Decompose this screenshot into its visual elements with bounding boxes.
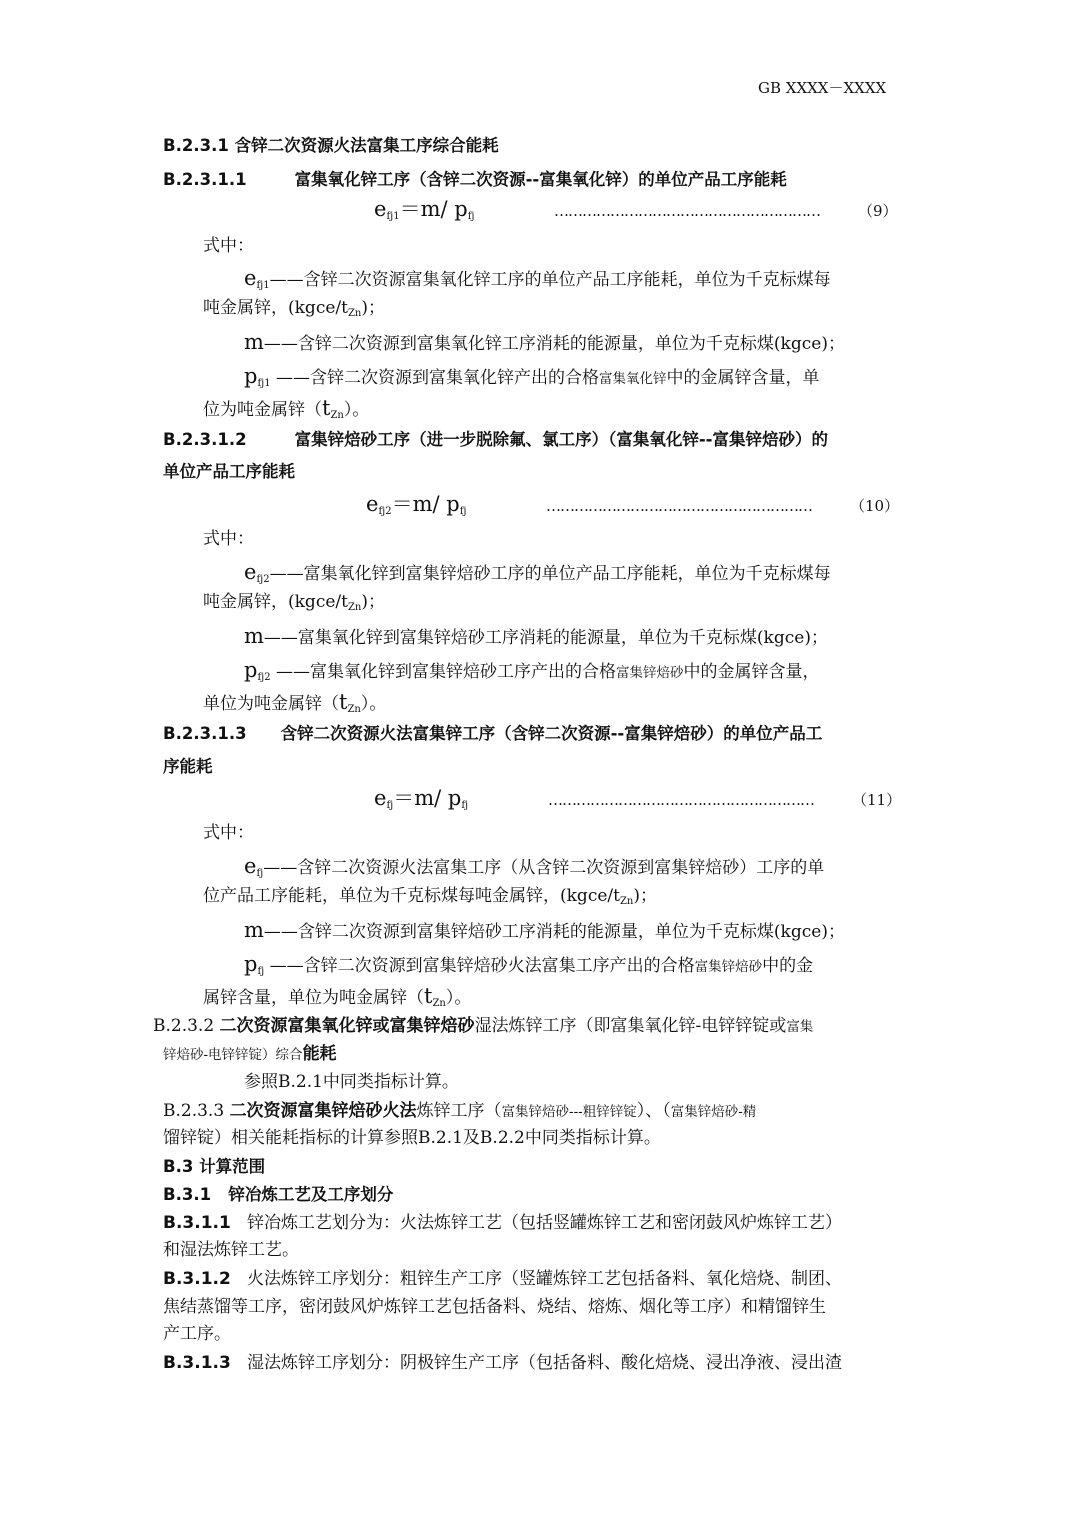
section-number: B.3.1.1 (163, 1213, 231, 1233)
definition-m: m——含锌二次资源到富集锌焙砂工序消耗的能源量，单位为千克标煤(kgce)； (244, 918, 845, 942)
formula-10: $e_{fj2}=m/$ $p_{fj}$ (366, 492, 467, 517)
formula-number: （11） (852, 791, 902, 809)
section-number: B.3.1.3 (163, 1353, 231, 1373)
where-label: 式中： (203, 236, 254, 256)
reference-text: 参照B.2.1中同类指标计算。 (244, 1072, 459, 1092)
section-number: B.3.1 (163, 1185, 212, 1204)
section-b312-line2: 焦结蒸馏等工序，密闭鼓风炉炼锌工艺包括备料、烧结、熔炼、烟化等工序）和精馏锌生 (163, 1297, 826, 1317)
section-heading-b2311 (163, 170, 787, 190)
section-heading-b31 (163, 1185, 393, 1205)
section-heading-b231 (163, 136, 499, 156)
section-title: 计算范围 (199, 1157, 266, 1176)
section-number: B.2.3.1.3 (163, 724, 247, 743)
definition-m: m——富集氧化锌到富集锌焙砂工序消耗的能源量，单位为千克标煤(kgce)； (244, 624, 828, 648)
definition-p-line1: $p_{fj}$ ——含锌二次资源到富集锌焙砂火法富集工序产出的合格富集锌焙砂中的金 (244, 952, 814, 977)
formula-dots: ………………………………………………… (546, 497, 812, 515)
section-title: 含锌二次资源火法富集锌工序（含锌二次资源--富集锌焙砂）的单位产品工 (280, 724, 823, 743)
section-number: B.3 (163, 1157, 194, 1176)
formula-number: （10） (850, 497, 900, 515)
definition-p-line2: 单位为吨金属锌$(t_{Zn})$。 (203, 690, 387, 715)
section-number: B.2.3.1.1 (163, 170, 247, 189)
formula-dots: ………………………………………………… (554, 202, 820, 220)
section-title: 富集锌焙砂工序（进一步脱除氟、氯工序）（富集氧化锌--富集锌焙砂）的 (294, 430, 829, 449)
where-label: 式中： (203, 529, 254, 549)
formula-number: （9） (858, 202, 898, 220)
section-heading-b2313 (163, 724, 822, 744)
definition-e-line1: $e_{fj2}——$富集氧化锌到富集锌焙砂工序的单位产品工序能耗，单位为千克标煤每 (244, 560, 831, 585)
section-heading-b2312 (163, 430, 828, 450)
section-b313-line1: B.3.1.3 湿法炼锌工序划分：阴极锌生产工序（包括备料、酸化焙烧、浸出净液、浸出渣 (163, 1353, 843, 1373)
definition-m: m——含锌二次资源到富集氧化锌工序消耗的能源量，单位为千克标煤(kgce)； (244, 330, 845, 354)
section-number: B.2.3.3 (163, 1101, 225, 1121)
formula-dots: ………………………………………………… (548, 791, 814, 809)
section-heading-b3 (163, 1157, 265, 1177)
section-heading-b232-cont: 锌焙砂-电锌锌锭）综合能耗 (163, 1044, 337, 1064)
definition-e-line1: $e_{fj}——$含锌二次资源火法富集工序（从含锌二次资源到富集锌焙砂）工序的单 (244, 854, 825, 879)
definition-e-line2: 吨金属锌，$(kgce/t_{Zn})$； (203, 298, 385, 319)
section-title-cont: 序能耗 (163, 757, 213, 776)
definition-e-line2: 吨金属锌，$(kgce/t_{Zn})$； (203, 592, 385, 613)
section-number: B.2.3.1 (163, 136, 229, 155)
definition-e-line2: 位产品工序能耗，单位为千克标煤每吨金属锌，$(kgce/t_{Zn})$； (203, 886, 657, 907)
section-title: 富集氧化锌工序（含锌二次资源--富集氧化锌）的单位产品工序能耗 (294, 170, 787, 189)
standard-code: GB XXXX－XXXX (758, 79, 887, 97)
section-b312-line3: 产工序。 (163, 1324, 231, 1344)
section-b311-line2: 和湿法炼锌工艺。 (163, 1240, 299, 1260)
section-b312-line1: B.3.1.2 火法炼锌工序划分：粗锌生产工序（竖罐炼锌工艺包括备料、氧化焙烧、制团、 (163, 1269, 843, 1289)
formula-11: $e_{fj}=m/$ $p_{fj}$ (374, 786, 469, 811)
section-b233-cont: 馏锌锭）相关能耗指标的计算参照B.2.1及B.2.2中同类指标计算。 (163, 1128, 661, 1148)
formula-9: $e_{fj1}=m/$ $p_{fj}$ (374, 197, 475, 222)
section-title-cont: 单位产品工序能耗 (163, 462, 295, 481)
section-b311-line1: B.3.1.1 锌冶炼工艺划分为：火法炼锌工艺（包括竖罐炼锌工艺和密闭鼓风炉炼锌工艺） (163, 1213, 843, 1233)
section-heading-b232: B.2.3.2 二次资源富集氧化锌或富集锌焙砂湿法炼锌工序（即富集氧化锌-电锌锌锭或富集 (153, 1016, 814, 1036)
definition-p-line2: 属锌含量，单位为吨金属锌$(t_{Zn})$。 (203, 984, 472, 1009)
definition-p-line1: $p_{fj1}$ ——含锌二次资源到富集氧化锌产出的合格富集氧化锌中的金属锌含量，单 (244, 364, 820, 389)
section-number: B.2.3.1.2 (163, 430, 247, 449)
definition-e-line1: $e_{fj1}——$含锌二次资源富集氧化锌工序的单位产品工序能耗，单位为千克标煤每 (244, 266, 831, 291)
definition-p-line1: $p_{fj2}$ ——富集氧化锌到富集锌焙砂工序产出的合格富集锌焙砂中的金属锌含量， (244, 658, 820, 683)
section-number: B.3.1.2 (163, 1269, 231, 1289)
where-label: 式中： (203, 823, 254, 843)
section-title: 锌冶炼工艺及工序划分 (228, 1185, 394, 1204)
definition-p-line2: 位为吨金属锌$(t_{Zn})$。 (203, 396, 370, 421)
section-title: 含锌二次资源火法富集工序综合能耗 (234, 136, 499, 155)
section-heading-b233: B.2.3.3 二次资源富集锌焙砂火法炼锌工序（富集锌焙砂---粗锌锌锭）、（富集锌焙砂-精 (163, 1101, 757, 1121)
section-number: B.2.3.2 (153, 1016, 215, 1036)
